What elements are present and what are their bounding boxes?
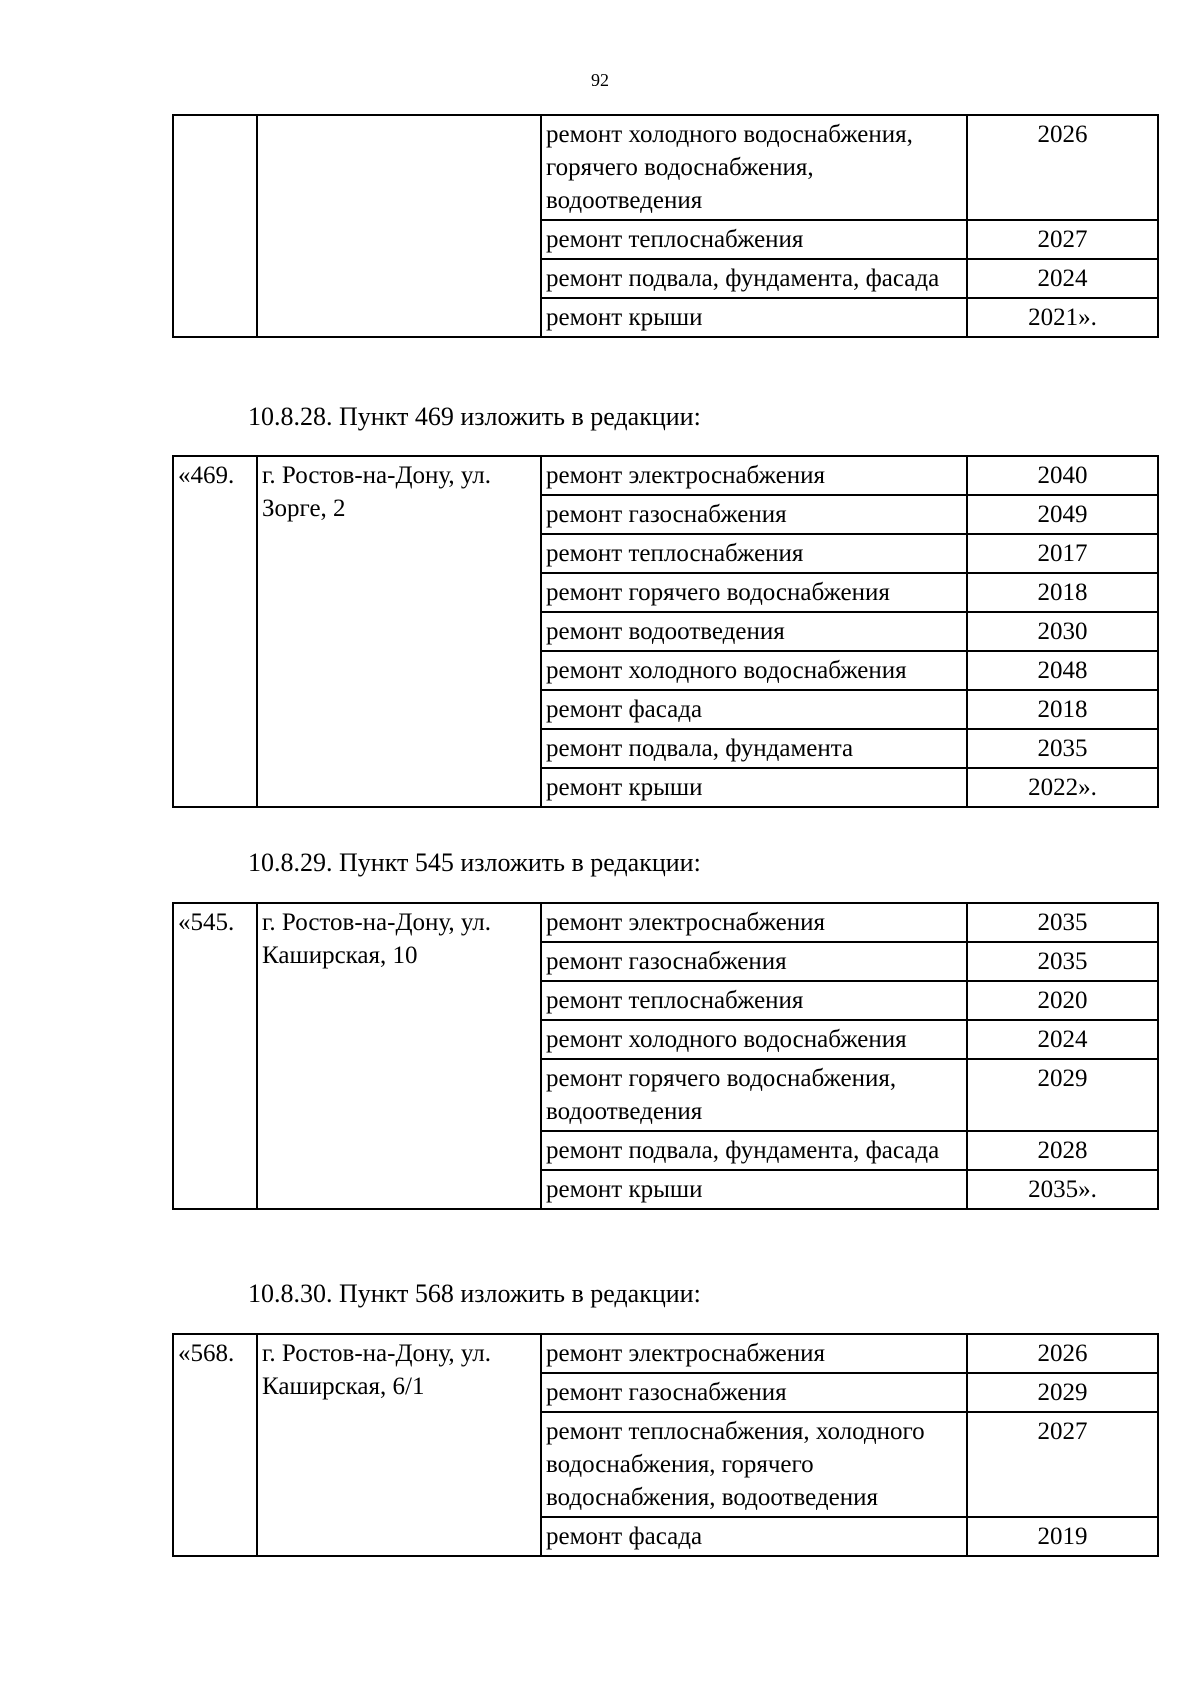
address-cell: г. Ростов-на-Дону, ул. Каширская, 10 <box>257 903 541 1209</box>
work-table-item-568 <box>172 1333 1159 1557</box>
amendment-paragraph: 10.8.30. Пункт 568 изложить в редакции: <box>248 1279 701 1308</box>
year-cell: 2027 <box>967 220 1158 259</box>
year-cell: 2026 <box>967 1334 1158 1373</box>
table-row <box>173 1334 1158 1373</box>
work-type-cell: ремонт фасада <box>541 1517 967 1556</box>
work-type-cell: ремонт теплоснабжения <box>541 534 967 573</box>
work-type-cell: ремонт крыши <box>541 768 967 807</box>
table-row <box>173 115 1158 220</box>
item-number-cell: «469. <box>173 456 257 807</box>
year-cell: 2026 <box>967 115 1158 220</box>
work-type-cell: ремонт горячего водоснабжения, водоотведения <box>541 1059 967 1131</box>
year-cell: 2027 <box>967 1412 1158 1517</box>
year-cell: 2024 <box>967 259 1158 298</box>
year-cell: 2021». <box>967 298 1158 337</box>
year-cell: 2022». <box>967 768 1158 807</box>
year-cell: 2029 <box>967 1373 1158 1412</box>
work-type-cell: ремонт теплоснабжения <box>541 981 967 1020</box>
table-row <box>173 903 1158 942</box>
work-type-cell: ремонт электроснабжения <box>541 903 967 942</box>
work-table-continuation <box>172 114 1159 338</box>
page-number: 92 <box>591 70 609 90</box>
work-type-cell: ремонт подвала, фундамента <box>541 729 967 768</box>
year-cell: 2019 <box>967 1517 1158 1556</box>
work-type-cell: ремонт электроснабжения <box>541 456 967 495</box>
year-cell: 2049 <box>967 495 1158 534</box>
year-cell: 2035 <box>967 942 1158 981</box>
year-cell: 2018 <box>967 573 1158 612</box>
year-cell: 2028 <box>967 1131 1158 1170</box>
work-type-cell: ремонт газоснабжения <box>541 942 967 981</box>
work-type-cell: ремонт холодного водоснабжения <box>541 1020 967 1059</box>
work-type-cell: ремонт холодного водоснабжения <box>541 651 967 690</box>
work-table-item-469 <box>172 455 1159 808</box>
work-type-cell: ремонт теплоснабжения, холодного водоснабжения, горячего водоснабжения, водоотведения <box>541 1412 967 1517</box>
year-cell: 2035 <box>967 729 1158 768</box>
work-type-cell: ремонт газоснабжения <box>541 1373 967 1412</box>
work-table-item-545 <box>172 902 1159 1210</box>
work-type-cell: ремонт крыши <box>541 1170 967 1209</box>
work-type-cell: ремонт фасада <box>541 690 967 729</box>
work-type-cell: ремонт горячего водоснабжения <box>541 573 967 612</box>
work-type-cell: ремонт газоснабжения <box>541 495 967 534</box>
year-cell: 2030 <box>967 612 1158 651</box>
year-cell: 2035». <box>967 1170 1158 1209</box>
work-type-cell: ремонт холодного водоснабжения, горячего водоснабжения, водоотведения <box>541 115 967 220</box>
year-cell: 2017 <box>967 534 1158 573</box>
amendment-paragraph: 10.8.29. Пункт 545 изложить в редакции: <box>248 848 701 877</box>
work-type-cell: ремонт электроснабжения <box>541 1334 967 1373</box>
year-cell: 2040 <box>967 456 1158 495</box>
work-type-cell: ремонт теплоснабжения <box>541 220 967 259</box>
address-cell: г. Ростов-на-Дону, ул. Зорге, 2 <box>257 456 541 807</box>
item-number-cell <box>173 115 257 337</box>
work-type-cell: ремонт водоотведения <box>541 612 967 651</box>
year-cell: 2035 <box>967 903 1158 942</box>
item-number-cell: «568. <box>173 1334 257 1556</box>
item-number-cell: «545. <box>173 903 257 1209</box>
work-type-cell: ремонт крыши <box>541 298 967 337</box>
year-cell: 2029 <box>967 1059 1158 1131</box>
year-cell: 2024 <box>967 1020 1158 1059</box>
year-cell: 2020 <box>967 981 1158 1020</box>
amendment-paragraph: 10.8.28. Пункт 469 изложить в редакции: <box>248 402 701 431</box>
year-cell: 2018 <box>967 690 1158 729</box>
year-cell: 2048 <box>967 651 1158 690</box>
work-type-cell: ремонт подвала, фундамента, фасада <box>541 1131 967 1170</box>
address-cell: г. Ростов-на-Дону, ул. Каширская, 6/1 <box>257 1334 541 1556</box>
address-cell <box>257 115 541 337</box>
work-type-cell: ремонт подвала, фундамента, фасада <box>541 259 967 298</box>
table-row <box>173 456 1158 495</box>
